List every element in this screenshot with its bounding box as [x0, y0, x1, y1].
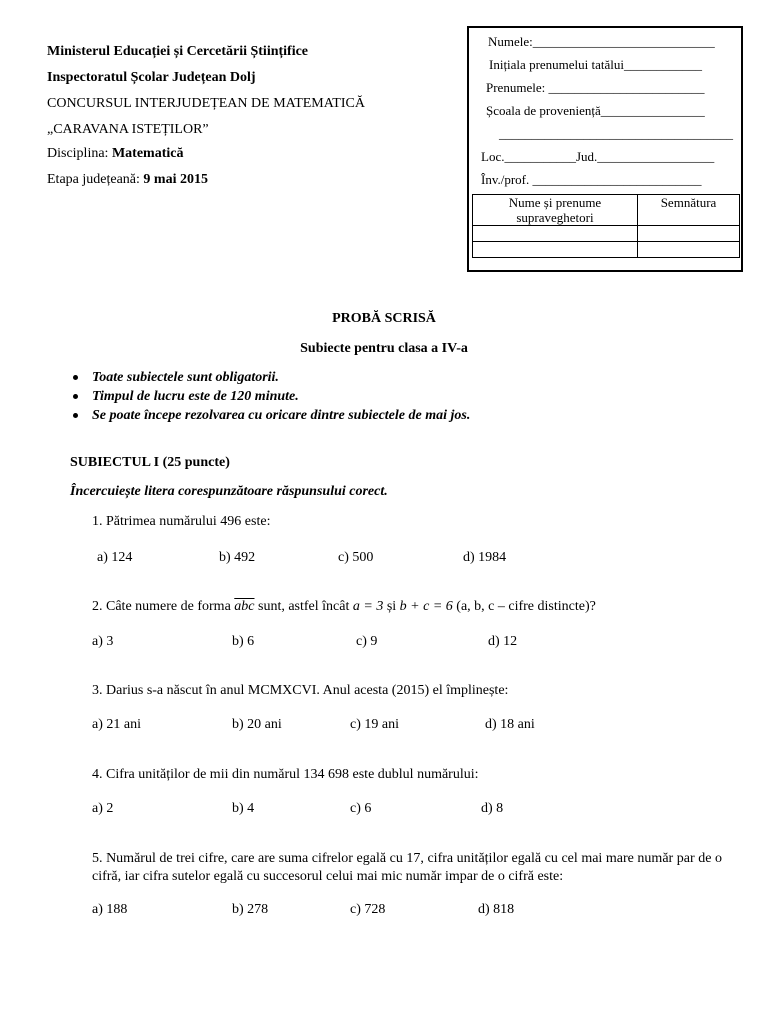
- supervisor-name-cell[interactable]: [473, 226, 638, 242]
- q2-eq-a: a = 3: [352, 599, 384, 614]
- q3-option-a[interactable]: a) 21 ani: [92, 717, 141, 732]
- supervisor-name-cell[interactable]: [473, 242, 638, 258]
- question-3: 3. Darius s-a născut în anul MCMXCVI. Anul acesta (2015) el împlinește:: [92, 683, 509, 698]
- q1-option-b[interactable]: b) 492: [219, 550, 256, 565]
- list-item: Timpul de lucru este de 120 minute.: [70, 387, 470, 406]
- identification-box: [467, 26, 743, 272]
- contest-title: CONCURSUL INTERJUDEȚEAN DE MATEMATICĂ: [47, 96, 365, 111]
- q4-option-b[interactable]: b) 4: [232, 801, 255, 816]
- signature-cell[interactable]: [638, 242, 740, 258]
- q2-option-a[interactable]: a) 3: [92, 634, 114, 649]
- stage-label: Etapa județeană:: [47, 172, 140, 187]
- ministry-name: Ministerul Educației și Cercetării Științifice: [47, 44, 309, 59]
- father-initial-field[interactable]: Inițiala prenumelui tatălui____________: [489, 57, 703, 72]
- locality-county-field[interactable]: Loc.___________Jud.__________________: [481, 149, 715, 164]
- q3-option-c[interactable]: c) 19 ani: [350, 717, 399, 732]
- q1-option-d[interactable]: d) 1984: [463, 550, 507, 565]
- contest-name: „CARAVANA ISTEȚILOR”: [47, 122, 209, 137]
- stage-value: 9 mai 2015: [143, 172, 208, 187]
- q4-option-a[interactable]: a) 2: [92, 801, 114, 816]
- rules-list: [70, 368, 470, 425]
- q2-text-and: și: [383, 599, 400, 614]
- list-item: Toate subiectele sunt obligatorii.: [70, 368, 470, 387]
- q3-option-b[interactable]: b) 20 ani: [232, 717, 282, 732]
- question-5: 5. Numărul de trei cifre, care are suma cifrelor egală cu 17, cifra unităților egală cu cel mai mare număr par de o cifră, iar cifra sutelor egală cu succesorul celui mai mic număr impar de o cifră este:: [92, 851, 722, 884]
- q5-option-a[interactable]: a) 188: [92, 902, 128, 917]
- supervisors-table: [472, 194, 740, 258]
- discipline-value: Matematică: [111, 146, 184, 161]
- table-row: [473, 226, 740, 242]
- first-name-field[interactable]: Prenumele: ________________________: [486, 80, 705, 95]
- school-field[interactable]: Școala de proveniență________________: [486, 103, 705, 118]
- q2-option-c[interactable]: c) 9: [356, 634, 378, 649]
- signature-header: Semnătura: [638, 195, 740, 226]
- subject-instruction: Încercuiește litera corespunzătoare răspunsului corect.: [70, 484, 388, 499]
- q2-abc-overline: $\overline{abc}$: [234, 599, 255, 614]
- subject-heading: SUBIECTUL I (25 puncte): [70, 455, 230, 470]
- discipline-label: Disciplina:: [47, 146, 109, 161]
- q3-option-d[interactable]: d) 18 ani: [485, 717, 535, 732]
- q2-eq-bc: b + c = 6: [399, 599, 453, 614]
- page-subtitle: Subiecte pentru clasa a IV-a: [300, 341, 468, 356]
- stage-line: [47, 171, 208, 189]
- inspectorate-name: Inspectoratul Școlar Județean Dolj: [47, 70, 256, 85]
- question-4: 4. Cifra unităților de mii din numărul 134 698 este dublul numărului:: [92, 767, 479, 782]
- q1-option-a[interactable]: a) 124: [97, 550, 133, 565]
- question-1: 1. Pătrimea numărului 496 este:: [92, 514, 271, 529]
- table-row: [473, 242, 740, 258]
- q2-text-post: (a, b, c – cifre distincte)?: [452, 599, 596, 614]
- q5-option-d[interactable]: d) 818: [478, 902, 515, 917]
- q4-option-d[interactable]: d) 8: [481, 801, 504, 816]
- list-item: Se poate începe rezolvarea cu oricare dintre subiectele de mai jos.: [70, 406, 470, 425]
- q5-option-c[interactable]: c) 728: [350, 902, 386, 917]
- q4-option-c[interactable]: c) 6: [350, 801, 372, 816]
- name-field[interactable]: Numele:____________________________: [488, 34, 715, 49]
- signature-cell[interactable]: [638, 226, 740, 242]
- q2-text-mid: sunt, astfel încât: [254, 599, 353, 614]
- question-2: [92, 598, 596, 616]
- q2-text-pre: 2. Câte numere de forma: [92, 599, 235, 614]
- school-field-line2[interactable]: ____________________________________: [499, 126, 733, 141]
- q1-option-c[interactable]: c) 500: [338, 550, 374, 565]
- teacher-field[interactable]: Înv./prof. __________________________: [481, 172, 702, 187]
- page-title: PROBĂ SCRISĂ: [332, 311, 436, 326]
- q2-option-b[interactable]: b) 6: [232, 634, 255, 649]
- supervisors-name-header: Nume și prenume supraveghetori: [473, 195, 638, 226]
- q5-option-b[interactable]: b) 278: [232, 902, 269, 917]
- discipline-line: [47, 145, 183, 163]
- q2-option-d[interactable]: d) 12: [488, 634, 518, 649]
